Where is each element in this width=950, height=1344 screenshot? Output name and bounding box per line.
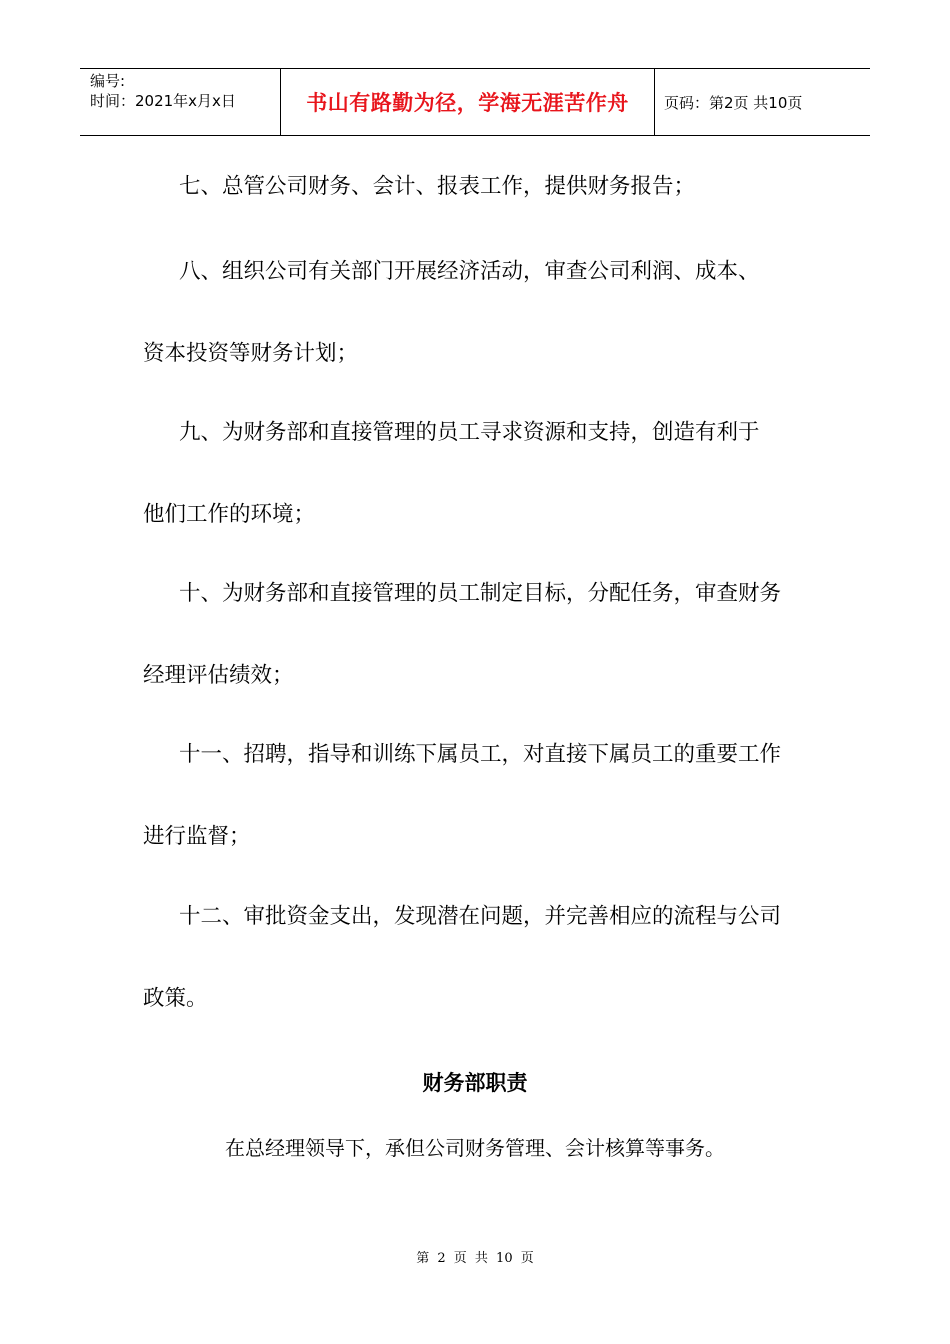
page-header [80,68,870,136]
document-date: 时间：2021年x月x日 [90,92,236,110]
page-footer: 第 2 页 共 10 页 [416,1251,534,1266]
duty-item-8 [143,261,823,425]
document-number-label: 编号: [90,72,126,90]
paragraph-line: 十、为财务部和直接管理的员工制定目标，分配任务，审查财务 [179,581,782,606]
paragraph-line: 八、组织公司有关部门开展经济活动，审查公司利润、成本、 [179,259,760,284]
section-title: 财务部职责 [422,1071,528,1095]
paragraph-line: 七、总管公司财务、会计、报表工作，提供财务报告； [179,174,696,199]
header-page-info: 页码：第2页 共10页 [664,93,803,112]
duty-item-10 [143,583,823,747]
section-intro: 在总经理领导下，承但公司财务管理、会计核算等事务。 [225,1136,725,1160]
duty-item-11 [143,744,823,908]
paragraph-line: 经理评估绩效； [143,663,294,688]
paragraph-line: 十二、审批资金支出，发现潜在问题，并完善相应的流程与公司 [179,904,782,929]
duty-item-9 [143,422,823,586]
duty-item-7 [143,176,823,258]
paragraph-line: 他们工作的环境； [143,502,316,527]
header-meta [80,69,280,135]
paragraph-line: 政策。 [143,986,208,1011]
paragraph-line: 十一、招聘，指导和训练下属员工，对直接下属员工的重要工作 [179,742,782,767]
duty-item-12 [143,906,823,1070]
paragraph-line: 资本投资等财务计划； [143,341,359,366]
header-motto: 书山有路勤为径，学海无涯苦作舟 [306,91,629,115]
paragraph-line: 九、为财务部和直接管理的员工寻求资源和支持，创造有利于 [179,420,760,445]
paragraph-line: 进行监督； [143,824,251,849]
